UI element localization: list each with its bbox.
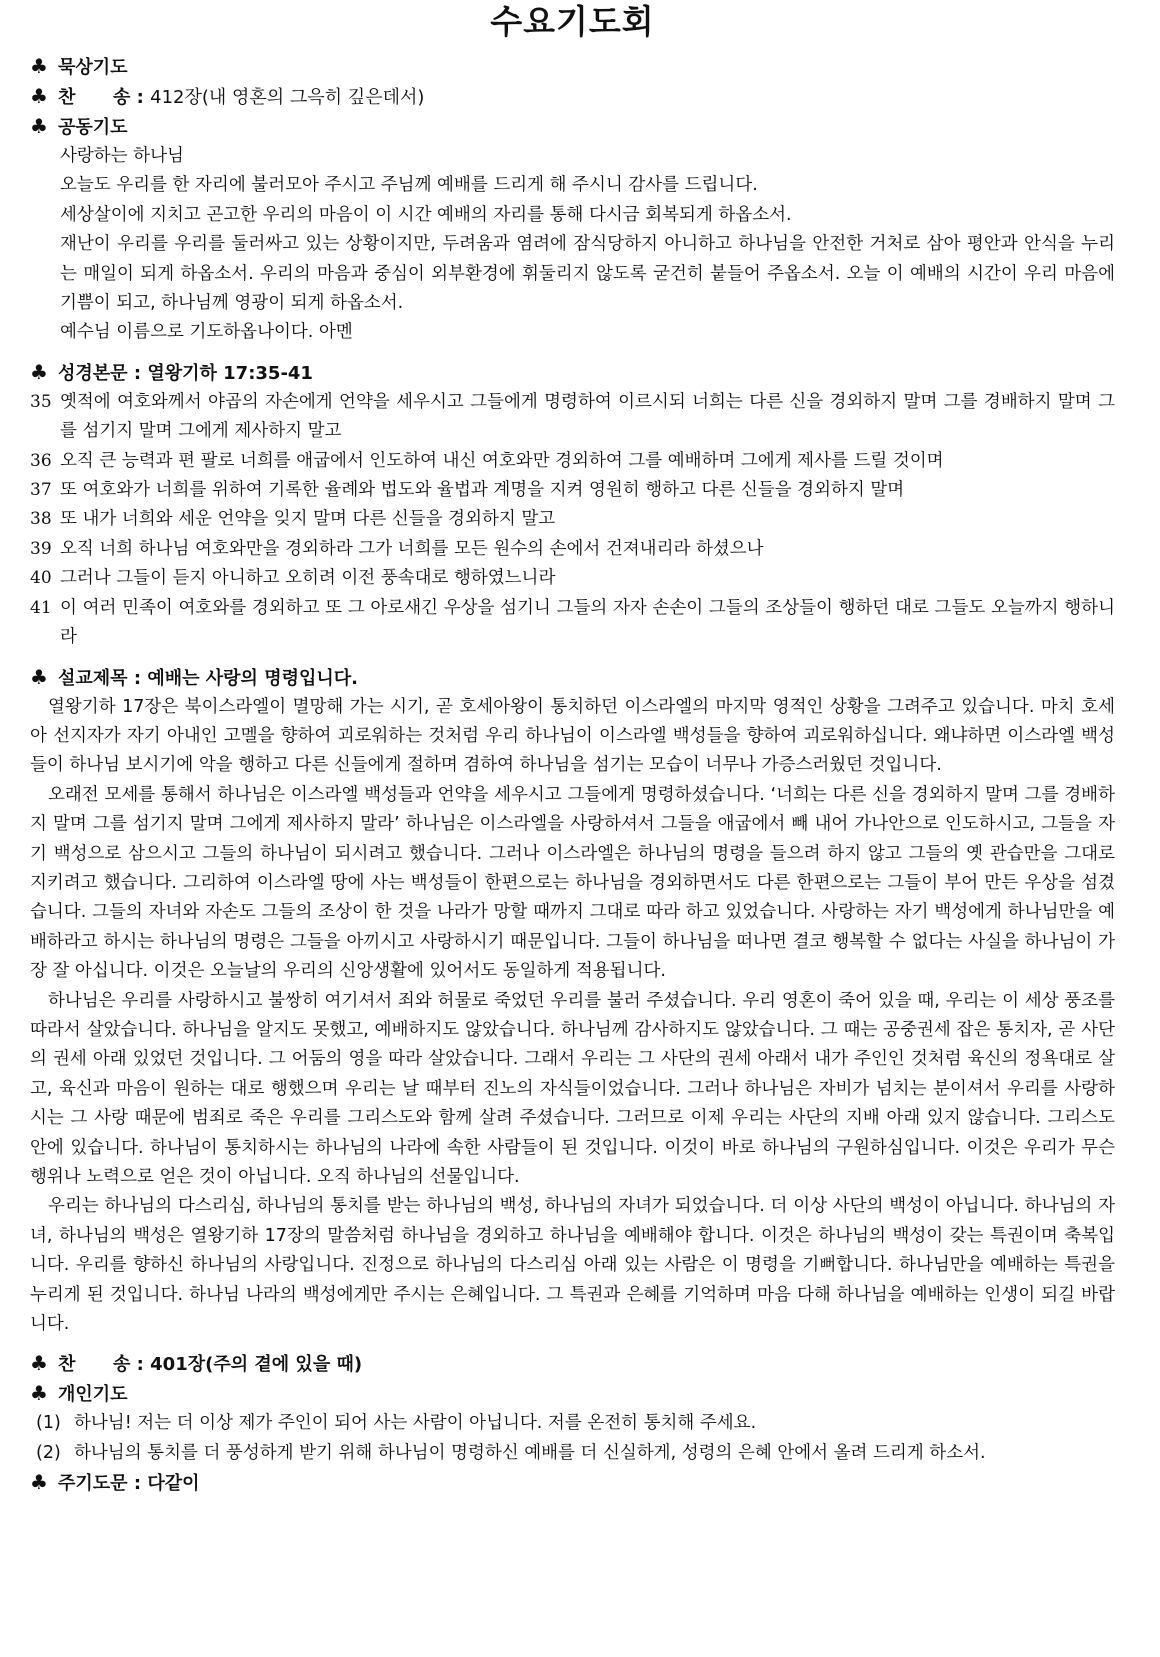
club-icon: ♣ (30, 664, 48, 689)
prayer-heading (30, 112, 1115, 142)
meditation-label: 묵상기도 (58, 57, 128, 78)
page-title: 수요기도회 (490, 2, 655, 41)
bulletin-page (30, 0, 1115, 1498)
scripture-heading (30, 358, 1115, 388)
hymn2-sep: : (136, 1354, 144, 1376)
sermon-paragraph: 우리는 하나님의 다스리심, 하나님의 통치를 받는 하나님의 백성, 하나님의 자녀가 되었습니다. 더 이상 사단의 백성이 아닙니다. 하나님의 자녀, 하나님의 백성은 열왕기하 17장의 말씀처럼 하나님을 경외하고 하나님을 예배해야 합니다. 이것은 하나님의 백성이 갖는 특권이며 축복입니다. 우리를 향하신 하나님의 사랑입니다. 진정으로 하나님의 다스리심 아래 있는 사람은 이 명령을 기뻐합니다. 하나님만을 예배하는 특권을 누리게 된 것입니다. 하나님 나라의 백성에게만 주시는 은혜입니다. 그 특권과 은혜를 기억하며 마음 다해 하나님을 예배하는 인생이 되길 바랍니다. (30, 1196, 1115, 1335)
hymn1-sep: : (136, 87, 144, 108)
scripture-label: 성경본문 (58, 362, 128, 384)
prayer-item-number: (1) (36, 1413, 61, 1434)
club-icon: ♣ (30, 1470, 48, 1495)
hymn2-heading (30, 1349, 1115, 1379)
prayer-item-text: 하나님의 통치를 더 풍성하게 받기 위해 하나님이 명령하신 예배를 더 신실하게, 성령의 은혜 안에서 올려 드리게 하소서. (74, 1442, 986, 1463)
club-icon: ♣ (30, 1351, 48, 1376)
hymn1-label: 찬 송 (58, 87, 131, 108)
verse-row (30, 476, 1115, 505)
meditation-heading (30, 52, 1115, 82)
verse-text: 오직 큰 능력과 편 팔로 너희를 애굽에서 인도하여 내신 여호와만 경외하여 그를 예배하며 그에게 제사를 드릴 것이며 (60, 450, 944, 471)
prayer-line: 사랑하는 하나님 (60, 146, 184, 166)
verse-number: 38 (30, 509, 52, 530)
verse-text: 옛적에 여호와께서 야곱의 자손에게 언약을 세우시고 그들에게 명령하여 이르시되 너희는 다른 신을 경외하지 말며 그를 경배하지 말며 그를 섬기지 말며 그에게 제사하지 말고 (60, 391, 1115, 442)
club-icon: ♣ (30, 359, 48, 384)
lords-prayer-sep: : (133, 1473, 142, 1495)
prayer-line: 예수님 이름으로 기도하옵나이다. 아멘 (60, 322, 353, 343)
personal-prayer-item (30, 1409, 1115, 1438)
scripture-reference: 열왕기하 17:35-41 (147, 362, 313, 384)
verse-row (30, 594, 1115, 653)
personal-prayer-heading (30, 1379, 1115, 1409)
verse-text: 또 내가 너희와 세운 언약을 잊지 말며 다른 신들을 경외하지 말고 (60, 509, 556, 530)
verse-number: 40 (30, 568, 52, 589)
sermon-paragraph: 오래전 모세를 통해서 하나님은 이스라엘 백성들과 언약을 세우시고 그들에게 명령하셨습니다. ‘너희는 다른 신을 경외하지 말며 그를 경배하지 말며 그를 섬기지 말며 그에게 제사하지 말라’ 하나님은 이스라엘을 사랑하셔서 그들을 애굽에서 빼 내어 가나안으로 인도하시고, 그들을 자기 백성으로 삼으시고 그들의 하나님이 되시려고 했습니다. 그러나 이스라엘은 하나님의 명령을 들으려 하지 않고 그들의 옛 관습만을 그대로 지키려고 했습니다. 그리하여 이스라엘 땅에 사는 백성들이 한편으로는 하나님을 경외하면서도 다른 한편으로는 그들이 부어 만든 우상을 섬겼습니다. 그들의 자녀와 자손도 그들의 조상이 한 것을 나라가 망할 때까지 그대로 따라 하고 있었습니다. 사랑하는 자기 백성에게 하나님만을 예배하라고 하시는 하나님의 명령은 그들을 아끼시고 사랑하시기 때문입니다. 그들이 하나님을 떠나면 결코 행복할 수 없다는 사실을 하나님이 가장 잘 아십니다. 이것은 오늘날의 우리의 신앙생활에 있어서도 동일하게 적용됩니다. (30, 784, 1115, 982)
verse-row (30, 564, 1115, 593)
verse-number: 35 (30, 391, 52, 412)
hymn2-number: 401장(주의 곁에 있을 때) (150, 1354, 363, 1376)
sermon-title: 예배는 사랑의 명령입니다. (147, 667, 358, 689)
sermon-paragraph: 하나님은 우리를 사랑하시고 불쌍히 여기셔서 죄와 허물로 죽었던 우리를 불러 주셨습니다. 우리 영혼이 죽어 있을 때, 우리는 이 세상 풍조를 따라서 살았습니다. 하나님을 알지도 못했고, 예배하지도 않았습니다. 하나님께 감사하지도 않았습니다. 그 때는 공중권세 잡은 통치자, 곧 사단의 권세 아래 있었던 것입니다. 그 어둠의 영을 따라 살았습니다. 그래서 우리는 그 사단의 권세 아래서 내가 주인인 것처럼 육신의 정욕대로 살고, 육신과 마음이 원하는 대로 행했으며 우리는 날 때부터 진노의 자식들이었습니다. 그러나 하나님은 자비가 넘치는 분이셔서 우리를 사랑하시는 그 사랑 때문에 범죄로 죽은 우리를 그리스도와 함께 살려 주셨습니다. 그러므로 이제 우리는 사단의 지배 아래 있지 않습니다. 그리스도 안에 있습니다. 하나님이 통치하시는 하나님의 나라에 속한 사람들이 된 것입니다. 이것이 바로 하나님의 구원하심입니다. 이것은 우리가 무슨 행위나 노력으로 얻은 것이 아닙니다. 오직 하나님의 선물입니다. (30, 990, 1115, 1187)
verse-row (30, 505, 1115, 534)
verse-text: 오직 너희 하나님 여호와만을 경외하라 그가 너희를 모든 원수의 손에서 건져내리라 하셨으나 (60, 538, 764, 559)
hymn1-number: 412장(내 영혼의 그윽히 깊은데서) (150, 87, 425, 108)
lords-prayer-label: 주기도문 (58, 1473, 128, 1495)
sermon-label: 설교제목 (58, 667, 128, 689)
personal-prayer-list (30, 1409, 1115, 1468)
prayer-item-number: (2) (36, 1442, 61, 1463)
verse-number: 37 (30, 480, 52, 501)
verse-text: 이 여러 민족이 여호와를 경외하고 또 그 아로새긴 우상을 섬기니 그들의 자자 손손이 그들의 조상들이 행하던 대로 그들도 오늘까지 행하니라 (60, 597, 1115, 648)
club-icon: ♣ (30, 1381, 48, 1406)
verse-text: 그러나 그들이 듣지 아니하고 오히려 이전 풍속대로 행하였느니라 (60, 568, 556, 589)
prayer-body (30, 142, 1115, 348)
verse-text: 또 여호와가 너희를 위하여 기록한 율례와 법도와 율법과 계명을 지켜 영원히 행하고 다른 신들을 경외하지 말며 (60, 480, 905, 501)
sermon-body (30, 693, 1115, 1340)
prayer-item-text: 하나님! 저는 더 이상 제가 주인이 되어 사는 사람이 아닙니다. 저를 온전히 통치해 주세요. (74, 1413, 757, 1434)
sermon-sep: : (133, 667, 142, 689)
scripture-sep: : (133, 362, 142, 384)
verse-row (30, 535, 1115, 564)
prayer-line: 오늘도 우리를 한 자리에 불러모아 주시고 주님께 예배를 드리게 해 주시니 감사를 드립니다. (60, 175, 758, 196)
lords-prayer-heading (30, 1468, 1115, 1498)
verse-number: 36 (30, 450, 52, 471)
verse-row (30, 388, 1115, 447)
sermon-paragraph: 열왕기하 17장은 북이스라엘이 멸망해 가는 시기, 곧 호세아왕이 통치하던 이스라엘의 마지막 영적인 상황을 그려주고 있습니다. 마치 호세아 선지자가 자기 아내인 고멜을 향하여 괴로워하는 것처럼 우리 하나님이 이스라엘 백성들을 향하여 괴로워하십니다. 왜냐하면 이스라엘 백성들이 하나님 보시기에 악을 행하고 다른 신들에게 절하며 겸하여 하나님을 섬기는 모습이 너무나 가증스러웠던 것입니다. (30, 696, 1115, 776)
club-icon: ♣ (30, 114, 48, 138)
scripture-verses (30, 388, 1115, 653)
club-icon: ♣ (30, 54, 48, 78)
hymn2-label: 찬 송 (58, 1354, 131, 1376)
lords-prayer-value: 다같이 (147, 1473, 200, 1495)
prayer-line: 세상살이에 지치고 곤고한 우리의 마음이 이 시간 예배의 자리를 통해 다시금 회복되게 하옵소서. (60, 204, 792, 225)
prayer-line: 재난이 우리를 우리를 둘러싸고 있는 상황이지만, 두려움과 염려에 잠식당하지 아니하고 하나님을 안전한 거처로 삼아 평안과 안식을 누리는 매일이 되게 하옵소서. 우리의 마음과 중심이 외부환경에 휘둘리지 않도록 굳건히 붙들어 주옵소서. 오늘 이 예배의 시간이 우리 마음에 기쁨이 되고, 하나님께 영광이 되게 하옵소서. (60, 234, 1115, 314)
verse-number: 41 (30, 597, 52, 618)
personal-prayer-item (30, 1439, 1115, 1468)
club-icon: ♣ (30, 84, 48, 108)
prayer-label: 공동기도 (58, 117, 128, 138)
sermon-heading (30, 663, 1115, 693)
personal-prayer-label: 개인기도 (58, 1384, 128, 1406)
verse-number: 39 (30, 538, 52, 559)
verse-row (30, 447, 1115, 476)
hymn1-heading (30, 82, 1115, 112)
